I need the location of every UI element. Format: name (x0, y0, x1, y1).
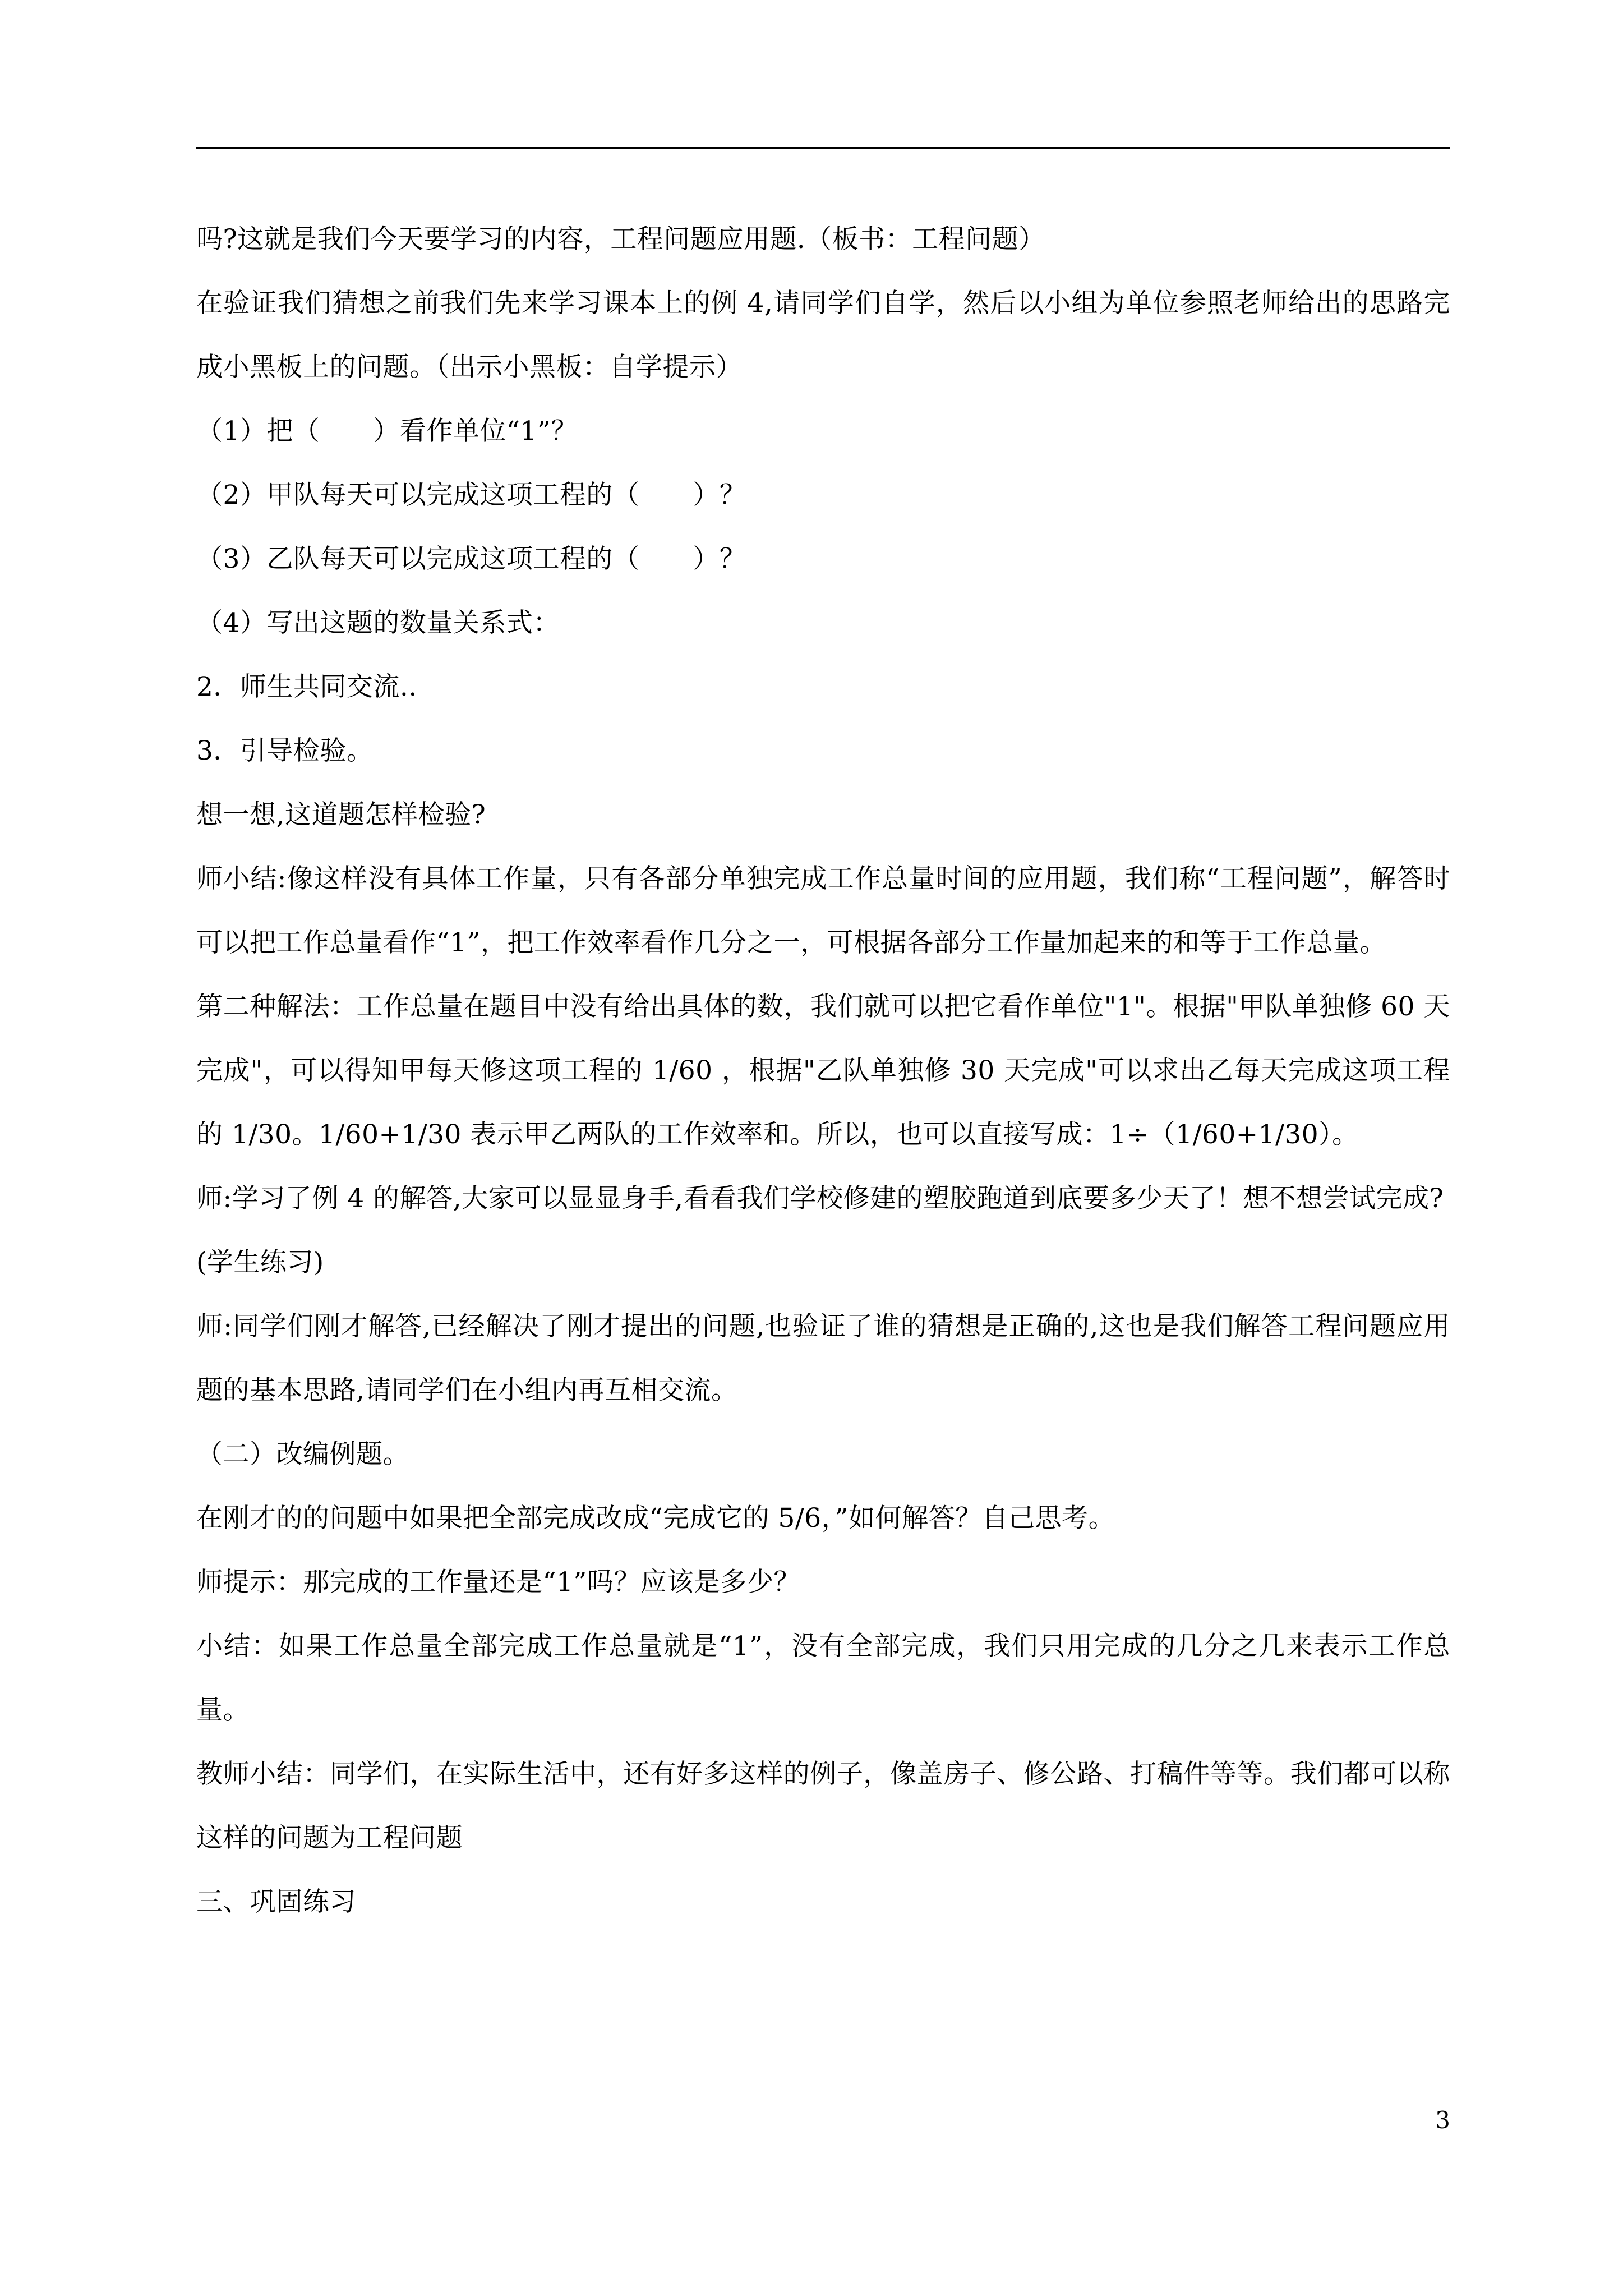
paragraph: (学生练习) (196, 1247, 324, 1278)
paragraph: 教师小结：同学们，在实际生活中，还有好多这样的例子，像盖房子、修公路、打稿件等等。我们都可以称这样的问题为工程问题 (196, 1759, 1450, 1853)
paragraph: 第二种解法：工作总量在题目中没有给出具体的数，我们就可以把它看作单位"1"。根据"甲队单独修 60 天完成"，可以得知甲每天修这项工程的 1/60 ，根据"乙队单独修 30 天完成"可以求出乙每天完成这项工程的 1/30。1/60+1/30 表示甲乙两队的工作效率和。所以，也可以直接写成：1÷（1/60+1/30）。 (196, 991, 1450, 1150)
list-item: （4）写出这题的数量关系式： (196, 608, 560, 638)
paragraph: 师小结:像这样没有具体工作量，只有各部分单独完成工作总量时间的应用题，我们称“工程问题”，解答时可以把工作总量看作“1”，把工作效率看作几分之一，可根据各部分工作量加起来的和等于工作总量。 (196, 863, 1450, 958)
page-number: 3 (1435, 2106, 1450, 2134)
list-item: （2）甲队每天可以完成这项工程的（ ）？ (196, 480, 746, 510)
paragraph: 想一想,这道题怎样检验? (196, 799, 486, 830)
list-item: （1）把（ ）看作单位“1”？ (196, 416, 578, 447)
paragraph: 师:同学们刚才解答,已经解决了刚才提出的问题,也验证了谁的猜想是正确的,这也是我们解答工程问题应用题的基本思路,请同学们在小组内再互相交流。 (196, 1311, 1450, 1406)
list-item: （3）乙队每天可以完成这项工程的（ ）？ (196, 544, 746, 574)
section-heading: （二）改编例题。 (196, 1439, 409, 1470)
paragraph: 师提示：那完成的工作量还是“1”吗？应该是多少？ (196, 1567, 800, 1598)
paragraph: 3．引导检验。 (196, 735, 374, 766)
document-body (196, 208, 1450, 1934)
paragraph: 2．师生共同交流.. (196, 671, 417, 702)
paragraph: 在刚才的的问题中如果把全部完成改成“完成它的 5/6，”如何解答？自己思考。 (196, 1503, 1115, 1534)
section-heading: 三、巩固练习 (196, 1887, 356, 1917)
paragraph: 师:学习了例 4 的解答,大家可以显显身手,看看我们学校修建的塑胶跑道到底要多少天了！想不想尝试完成? (196, 1183, 1444, 1214)
paragraph: 吗?这就是我们今天要学习的内容，工程问题应用题.（板书：工程问题） (196, 224, 1045, 255)
header-rule (196, 147, 1450, 149)
paragraph: 小结：如果工作总量全部完成工作总量就是“1”，没有全部完成，我们只用完成的几分之几来表示工作总量。 (196, 1631, 1450, 1726)
paragraph: 在验证我们猜想之前我们先来学习课本上的例 4,请同学们自学，然后以小组为单位参照老师给出的思路完成小黑板上的问题。（出示小黑板：自学提示） (196, 288, 1450, 383)
